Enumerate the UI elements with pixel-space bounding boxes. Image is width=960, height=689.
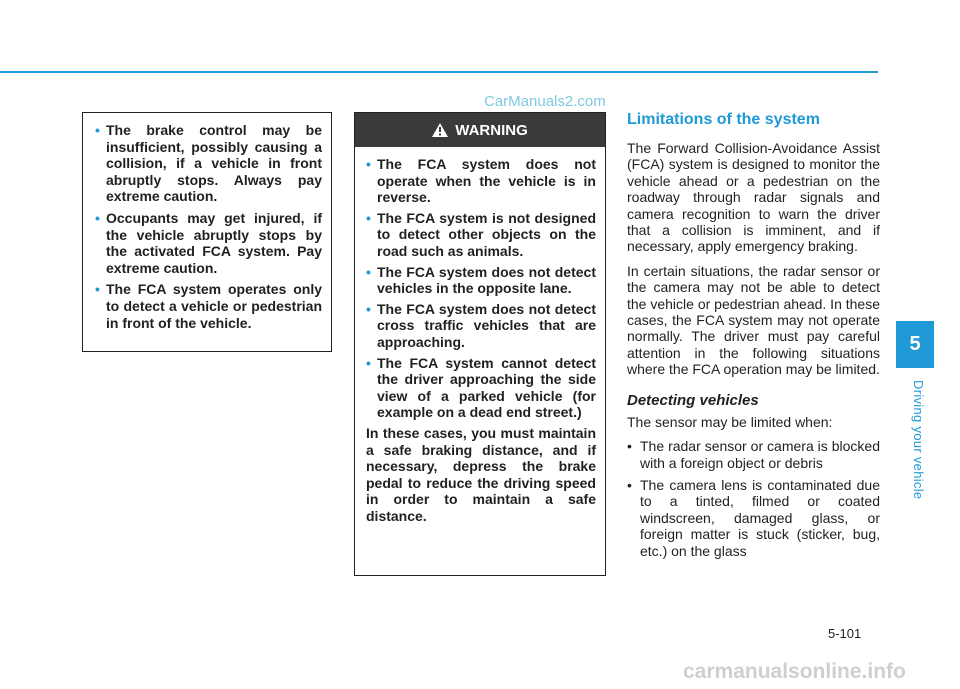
warning-item <box>366 264 596 297</box>
warning-triangle-icon <box>432 123 448 137</box>
warning-item <box>366 210 596 260</box>
top-rule <box>0 71 878 73</box>
watermark-bottom[interactable]: carmanualsonline.info <box>683 660 906 683</box>
bullet-dot-icon: • <box>95 281 100 298</box>
caution-item-text: Occupants may get injured, if the vehicle abruptly stops by the activated FCA system. Pay extreme caution. <box>106 209 322 276</box>
chapter-tab: 5 <box>896 321 934 368</box>
bullet-dot-icon: • <box>95 122 100 138</box>
bullet-dot-icon: • <box>366 156 371 172</box>
caution-box <box>82 112 332 352</box>
bullet-dot-icon: • <box>627 476 632 493</box>
paragraph-limited-when: The sensor may be limited when: <box>627 413 833 430</box>
list-item <box>627 477 880 559</box>
warning-item <box>366 301 596 351</box>
warning-item-text: The FCA system does not detect cross traffic vehicles that are approaching. <box>377 300 596 350</box>
watermark-top[interactable]: CarManuals2.com <box>484 93 606 110</box>
bullet-dot-icon: • <box>627 438 632 455</box>
warning-item-text: The FCA system cannot detect the driver approaching the side view of a parked vehicle (for example on a dead end street.) <box>377 354 596 421</box>
bullet-dot-icon: • <box>366 209 371 226</box>
list-item-text: The radar sensor or camera is blocked with a foreign object or debris <box>640 438 880 471</box>
warning-box <box>354 112 606 576</box>
warning-item-text: The FCA system does not detect vehicles in the opposite lane. <box>377 263 596 297</box>
bullet-dot-icon: • <box>366 354 371 371</box>
warning-item-text: The FCA system is not designed to detect other objects on the road such as animals. <box>377 209 596 259</box>
paragraph-intro: The Forward Collision-Avoidance Assist (FCA) system is designed to monitor the vehicle ahead or a pedestrian on the roadway through radar signals and camera recognition to warn the driver that a collision is imminent, and if necessary, apply emergency braking. <box>627 140 880 255</box>
chapter-label: Driving your vehicle <box>911 380 926 500</box>
caution-item-text: The brake control may be insufficient, possibly causing a collision, if a vehicle in front abruptly stops. Always pay extreme caution. <box>106 122 322 205</box>
warning-note: In these cases, you must maintain a safe braking distance, and if necessary, depress the brake pedal to reduce the driving speed in order to maintain a safe distance. <box>366 424 596 524</box>
section-title: Limitations of the system <box>627 111 820 128</box>
warning-title: WARNING <box>455 121 528 139</box>
paragraph-situations: In certain situations, the radar sensor or the camera may not be able to detect the vehicle or pedestrian ahead. In these cases, the FCA system may not operate normally. The driver must pay careful attention in the following situations where the FCA operation may be limited. <box>627 262 880 378</box>
bullet-dot-icon: • <box>95 209 100 226</box>
warning-item <box>366 355 596 421</box>
caution-item <box>95 122 322 205</box>
list-item-text: The camera lens is contaminated due to a tinted, filmed or coated windscreen, damaged glass, or foreign matter is stuck (sticker, bug, etc.) on the glass <box>640 476 880 559</box>
warning-item <box>366 156 596 206</box>
caution-item <box>95 210 322 276</box>
warning-header <box>355 113 605 147</box>
caution-item-text: The FCA system operates only to detect a vehicle or pedestrian in front of the vehicle. <box>106 281 322 331</box>
page-number: 5-101 <box>828 626 862 641</box>
limitations-section <box>627 110 880 565</box>
bullet-dot-icon: • <box>366 263 371 280</box>
subsection-title: Detecting vehicles <box>627 391 759 409</box>
warning-item-text: The FCA system does not operate when the vehicle is in reverse. <box>377 156 596 206</box>
caution-item <box>95 281 322 331</box>
list-item <box>627 438 880 471</box>
bullet-dot-icon: • <box>366 300 371 317</box>
